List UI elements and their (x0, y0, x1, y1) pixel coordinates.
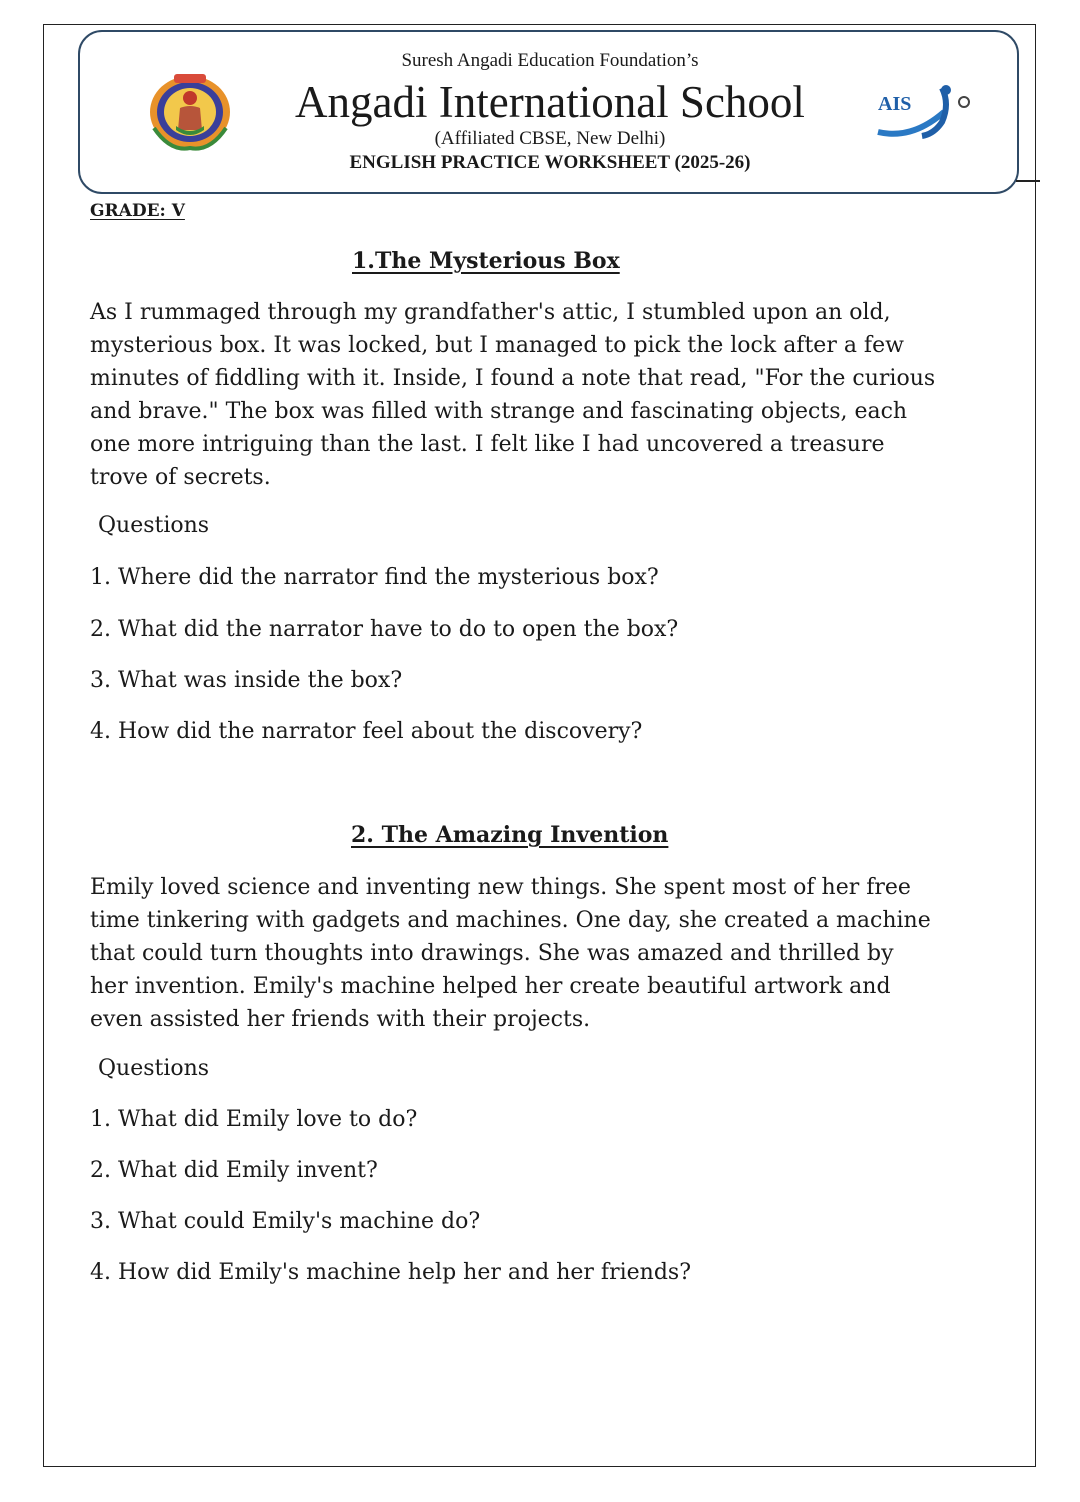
ais-logo-text: AIS (878, 93, 912, 115)
passage-line: and brave." The box was filled with strange and fascinating objects, each (90, 399, 908, 424)
foundation-name: Suresh Angadi Education Foundation’s (401, 50, 699, 71)
section-2-title: 2. The Amazing Invention (351, 822, 669, 848)
question-item: 1. Where did the narrator find the mysterious box? (90, 565, 659, 590)
passage-line: time tinkering with gadgets and machines. One day, she created a machine (90, 908, 931, 933)
question-item: 2. What did Emily invent? (90, 1158, 378, 1183)
page-border (43, 24, 1036, 1467)
school-name: Angadi International School (295, 77, 805, 127)
passage-line: that could turn thoughts into drawings. She was amazed and thrilled by (90, 941, 894, 966)
section-2-passage (90, 871, 931, 1036)
passage-line: her invention. Emily's machine helped her create beautiful artwork and (90, 974, 891, 999)
grade-label: GRADE: V (90, 201, 185, 221)
passage-line: minutes of fiddling with it. Inside, I found a note that read, "For the curious (90, 366, 936, 391)
question-item: 4. How did Emily's machine help her and her friends? (90, 1260, 691, 1285)
question-item: 4. How did the narrator feel about the discovery? (90, 719, 643, 744)
passage-line: mysterious box. It was locked, but I managed to pick the lock after a few (90, 333, 904, 358)
passage-line: one more intriguing than the last. I felt like I had uncovered a treasure (90, 432, 885, 457)
question-item: 3. What was inside the box? (90, 668, 403, 693)
section-1-title: 1.The Mysterious Box (352, 248, 620, 274)
section-1-questions-heading: Questions (98, 513, 210, 538)
worksheet-title: ENGLISH PRACTICE WORKSHEET (2025-26) (349, 152, 751, 173)
section-1-passage (90, 296, 935, 494)
passage-line: trove of secrets. (90, 465, 271, 490)
section-2-questions-heading: Questions (98, 1056, 210, 1081)
passage-line: As I rummaged through my grandfather's attic, I stumbled upon an old, (90, 300, 891, 325)
question-item: 1. What did Emily love to do? (90, 1107, 418, 1132)
question-item: 2. What did the narrator have to do to open the box? (90, 617, 679, 642)
header-divider-tick (1016, 180, 1040, 182)
school-crest-logo (140, 68, 240, 152)
question-item: 3. What could Emily's machine do? (90, 1209, 481, 1234)
affiliation-text: (Affiliated CBSE, New Delhi) (434, 128, 666, 149)
ais-logo (872, 82, 978, 140)
passage-line: even assisted her friends with their projects. (90, 1007, 591, 1032)
passage-line: Emily loved science and inventing new things. She spent most of her free (90, 875, 911, 900)
